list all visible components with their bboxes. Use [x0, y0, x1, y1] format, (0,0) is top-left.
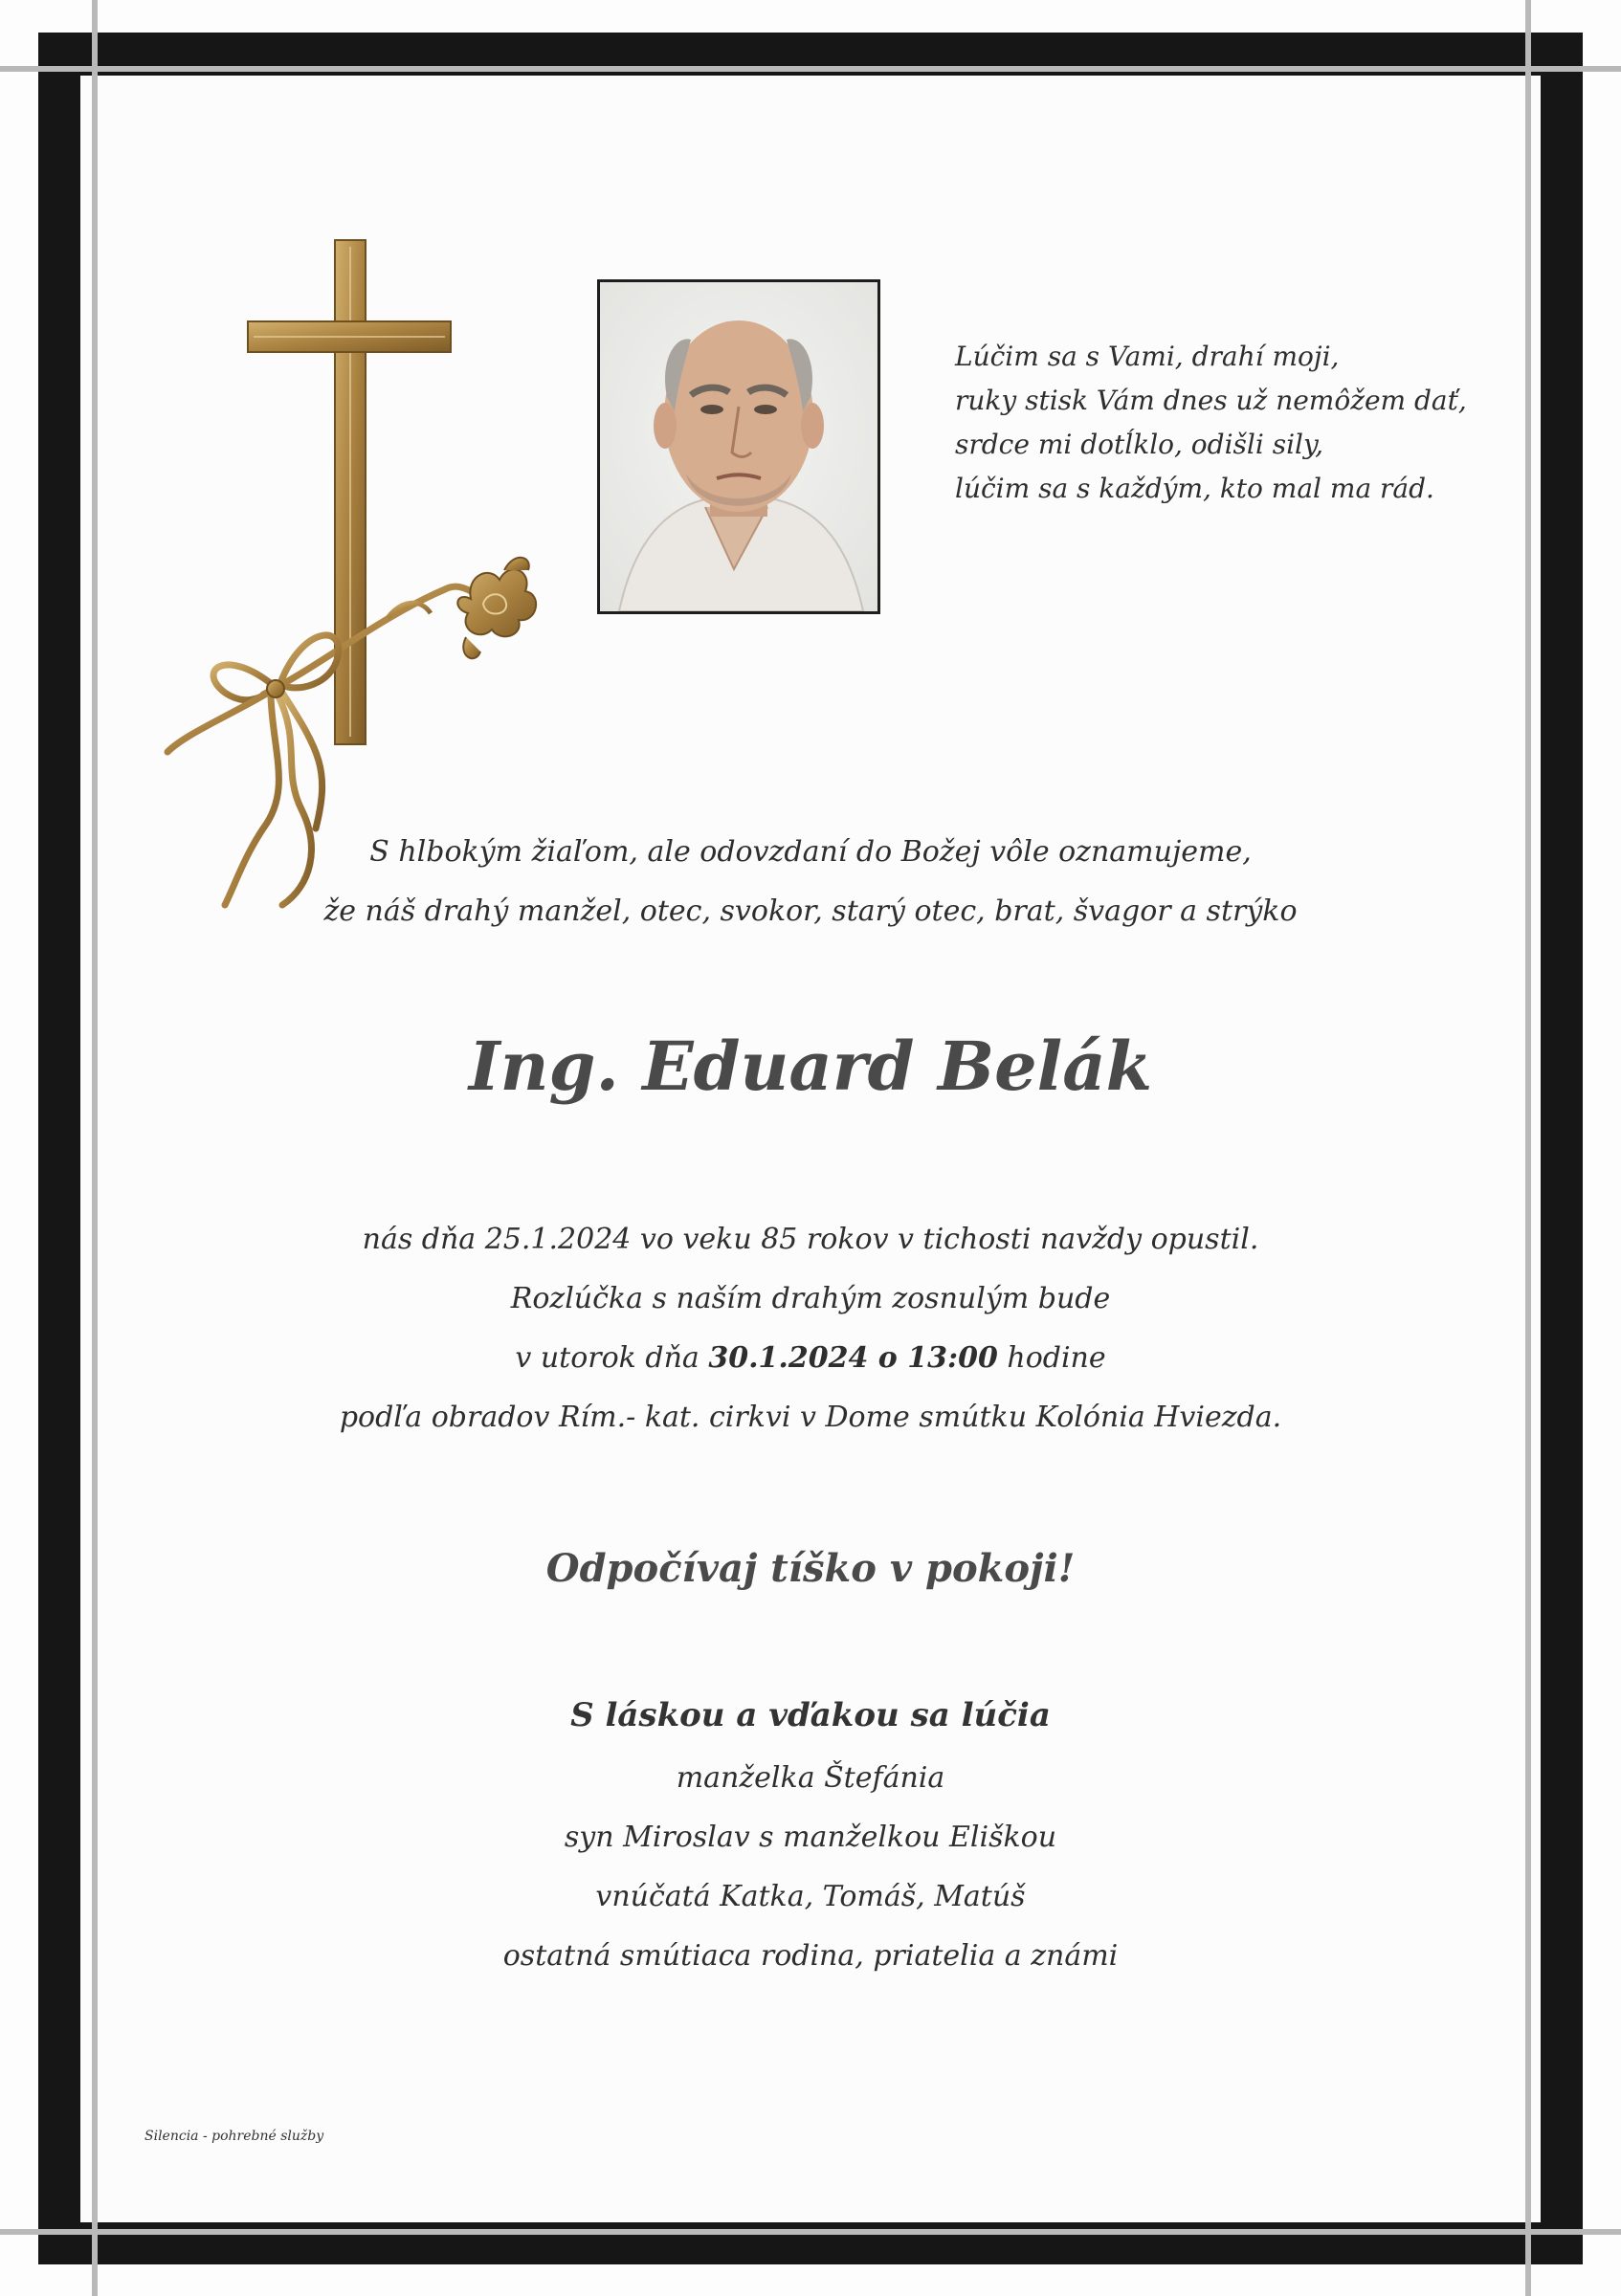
- ceremony-datetime-line: v utorok dňa 30.1.2024 o 13:00 hodine: [515, 1341, 1106, 1375]
- announcement-intro: [0, 823, 1621, 941]
- deceased-name: Ing. Eduard Belák: [468, 1027, 1153, 1106]
- mourner-line: ostatná smútiaca rodina, priatelia a známi: [502, 1939, 1119, 1973]
- intro-line: že náš drahý manžel, otec, svokor, starý otec, brat, švagor a strýko: [323, 894, 1298, 928]
- frame-line-top: [0, 66, 1621, 72]
- mourner-line: vnúčatá Katka, Tomáš, Matúš: [595, 1880, 1026, 1913]
- rest-in-peace: Odpočívaj tíško v pokoji!: [545, 1546, 1076, 1591]
- ceremony-date: 30.1.2024: [708, 1341, 869, 1375]
- mourner-line: syn Miroslav s manželkou Eliškou: [564, 1821, 1057, 1854]
- funeral-service-credit: Silencia - pohrebné služby: [144, 2129, 324, 2144]
- intro-line: S hlbokým žiaľom, ale odovzdaní do Božej vôle oznamujeme,: [369, 835, 1252, 869]
- verse-line: ruky stisk Vám dnes už nemôžem dať,: [955, 385, 1467, 416]
- verse-line: Lúčim sa s Vami, drahí moji,: [955, 341, 1340, 372]
- mourners-heading: S láskou a vďakou sa lúčia: [570, 1696, 1051, 1734]
- death-date-line: nás dňa 25.1.2024 vo veku 85 rokov v tichosti navždy opustil.: [362, 1223, 1259, 1256]
- verse-line: srdce mi dotĺklo, odišli sily,: [955, 429, 1323, 460]
- ceremony-intro-line: Rozlúčka s naším drahým zosnulým bude: [510, 1282, 1111, 1315]
- portrait-photo: [597, 279, 880, 614]
- farewell-verse: [955, 335, 1491, 511]
- ceremony-place-line: podľa obradov Rím.- kat. cirkvi v Dome smútku Kolónia Hviezda.: [339, 1401, 1282, 1434]
- funeral-info: [0, 1210, 1621, 1447]
- verse-line: lúčim sa s každým, kto mal ma rád.: [955, 473, 1434, 504]
- frame-line-bottom: [0, 2229, 1621, 2235]
- mourner-line: manželka Štefánia: [676, 1761, 945, 1795]
- mourners-list: [0, 1682, 1621, 1986]
- ceremony-time: 13:00: [907, 1341, 998, 1375]
